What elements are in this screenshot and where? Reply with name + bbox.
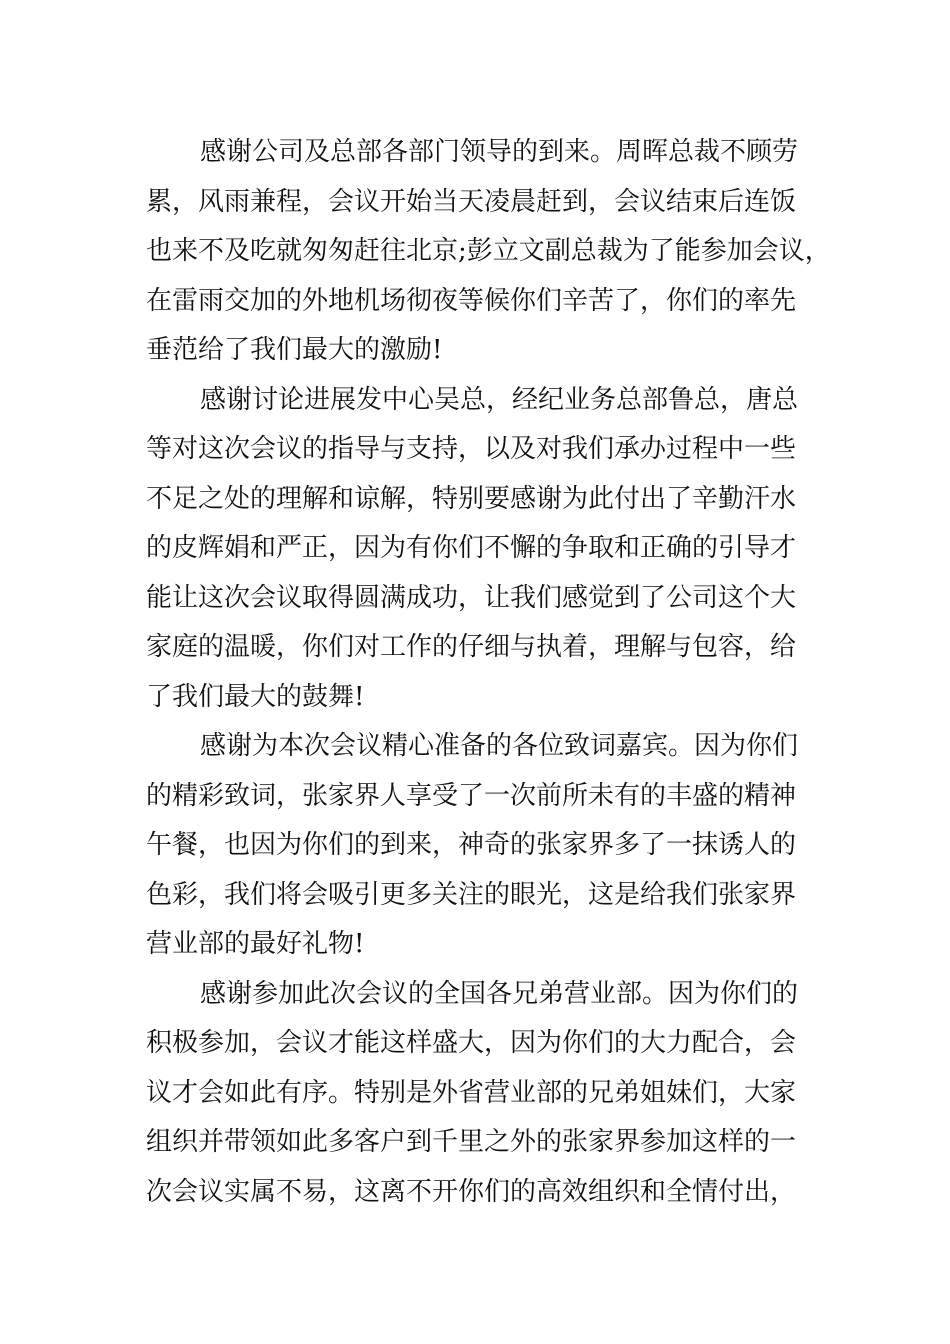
text-line: 也来不及吃就匆匆赶往北京;彭立文副总裁为了能参加会议， (146, 236, 831, 266)
text-line: 家庭的温暖，你们对工作的仔细与执着，理解与包容，给 (146, 632, 797, 662)
text-line: 感谢公司及总部各部门领导的到来。周晖总裁不顾劳 (200, 137, 799, 167)
text-line: 在雷雨交加的外地机场彻夜等候你们辛苦了，你们的率先 (146, 285, 797, 316)
text-line: 垂范给了我们最大的激励! (146, 335, 443, 365)
text-line: 了我们最大的鼓舞! (146, 681, 365, 712)
text-line: 感谢参加此次会议的全国各兄弟营业部。因为你们的 (200, 978, 799, 1009)
text-line: 议才会如此有序。特别是外省营业部的兄弟姐妹们，大家 (146, 1077, 797, 1108)
text-line: 午餐，也因为你们的到来，神奇的张家界多了一抹诱人的 (146, 830, 797, 860)
text-line: 积极参加，会议才能这样盛大，因为你们的大力配合，会 (146, 1028, 797, 1058)
text-line: 的皮辉娟和严正，因为有你们不懈的争取和正确的引导才 (146, 533, 797, 563)
paragraph-4 (146, 970, 826, 1218)
text-line: 感谢为本次会议精心准备的各位致词嘉宾。因为你们 (200, 731, 799, 761)
text-line: 营业部的最好礼物! (146, 929, 365, 959)
text-line: 的精彩致词，张家界人享受了一次前所未有的丰盛的精神 (146, 780, 797, 811)
text-line: 不足之处的理解和谅解，特别要感谢为此付出了辛勤汗水 (146, 483, 797, 514)
paragraph-3 (146, 722, 826, 970)
text-line: 次会议实属不易，这离不开你们的高效组织和全情付出， (146, 1176, 797, 1207)
document-body (146, 128, 831, 1217)
text-line: 能让这次会议取得圆满成功，让我们感觉到了公司这个大 (146, 582, 797, 613)
text-line: 累，风雨兼程，会议开始当天凌晨赶到，会议结束后连饭 (146, 186, 797, 217)
text-line: 感谢讨论进展发中心吴总，经纪业务总部鲁总，唐总 (200, 384, 799, 415)
text-line: 色彩，我们将会吸引更多关注的眼光，这是给我们张家界 (146, 879, 797, 910)
text-line: 等对这次会议的指导与支持，以及对我们承办过程中一些 (146, 434, 797, 464)
text-line: 组织并带领如此多客户到千里之外的张家界参加这样的一 (146, 1127, 797, 1157)
paragraph-1 (146, 128, 831, 376)
paragraph-2 (146, 376, 826, 723)
